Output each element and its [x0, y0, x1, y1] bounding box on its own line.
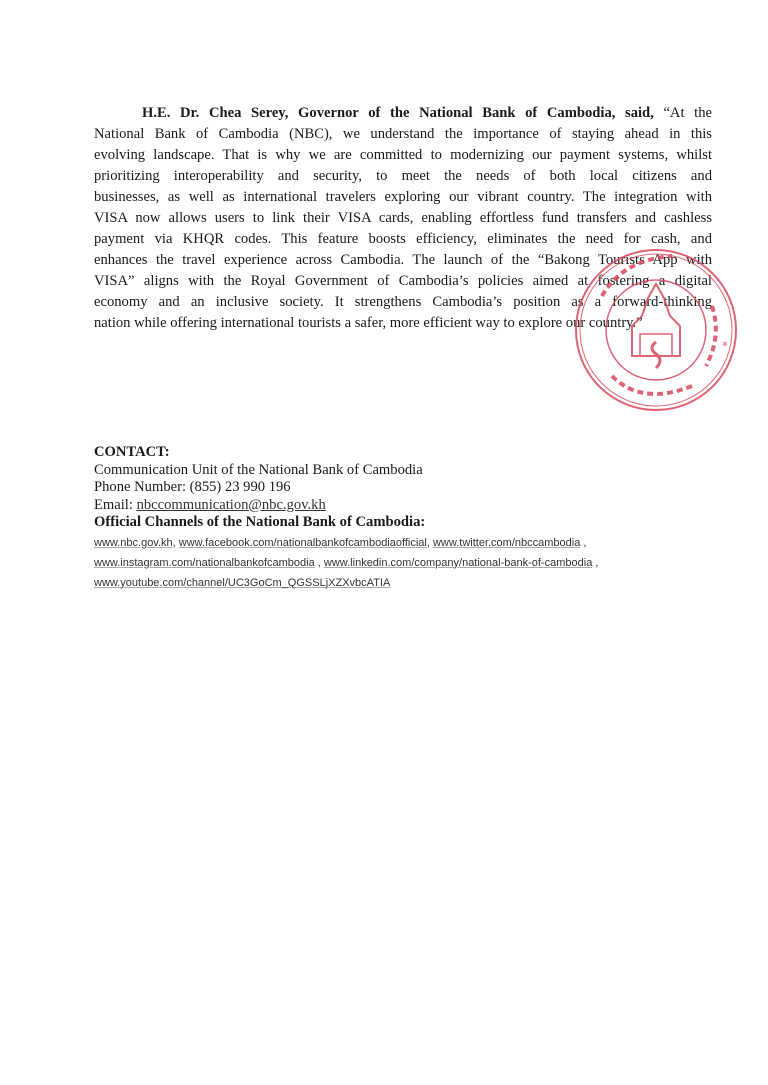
- link-youtube[interactable]: www.youtube.com/channel/UC3GoCm_QGSSLjXZXvbcATIA: [94, 576, 391, 589]
- official-seal-icon: [572, 246, 740, 414]
- statement-line: [94, 103, 712, 124]
- channels-heading: Official Channels of the National Bank of Cambodia:: [94, 514, 426, 530]
- quote-start: “At the: [663, 105, 712, 121]
- contact-section: [94, 444, 598, 593]
- statement-line: evolving landscape. That is why we are committed to modernizing our payment systems, whilst: [94, 147, 712, 163]
- contact-heading: CONTACT:: [94, 444, 170, 460]
- contact-email-row: [94, 497, 598, 515]
- channel-links: www.nbc.gov.kh, www.facebook.com/nationalbankofcambodiaofficial, www.twitter.com/nbccambodia , www.instagram.com/nationalbankofcambodia , www.linkedin.com/company/national-bank-of-cambodia , www.youtube.com/channel/UC3GoCm_QGSSLjXZXvbcATIA: [94, 536, 599, 589]
- statement-line: nation while offering international tourists a safer, more efficient way to explore our country.”: [94, 315, 643, 331]
- statement-line: prioritizing interoperability and security, to meet the needs of both local citizens and: [94, 168, 712, 184]
- statement-line: businesses, as well as international travelers exploring our vibrant country. The integration with: [94, 189, 712, 205]
- link-twitter[interactable]: www.twitter.com/nbccambodia: [432, 536, 581, 549]
- contact-unit: Communication Unit of the National Bank of Cambodia: [94, 461, 423, 478]
- statement-line: economy and an inclusive society. It strengthens Cambodia’s position as a forward-thinking: [94, 294, 712, 310]
- link-linkedin[interactable]: www.linkedin.com/company/national-bank-of-cambodia: [323, 556, 593, 569]
- statement-line: payment via KHQR codes. This feature boosts efficiency, eliminates the need for cash, and: [94, 231, 712, 247]
- link-website[interactable]: www.nbc.gov.kh: [94, 536, 173, 549]
- speaker: H.E. Dr. Chea Serey, Governor of the National Bank of Cambodia, said,: [142, 105, 654, 121]
- link-facebook[interactable]: www.facebook.com/nationalbankofcambodiaofficial: [178, 536, 427, 549]
- email-label: Email:: [94, 496, 137, 513]
- link-instagram[interactable]: www.instagram.com/nationalbankofcambodia: [94, 556, 315, 569]
- statement-line: VISA now allows users to link their VISA cards, enabling effortless fund transfers and cashless: [94, 210, 712, 226]
- statement-line: National Bank of Cambodia (NBC), we understand the importance of staying ahead in this: [94, 126, 712, 142]
- email-link[interactable]: nbccommunication@nbc.gov.kh: [136, 496, 326, 513]
- statement-line: VISA” aligns with the Royal Government of Cambodia’s policies aimed at fostering a digital: [94, 273, 712, 289]
- statement-line: enhances the travel experience across Cambodia. The launch of the “Bakong Tourists App with: [94, 252, 712, 268]
- svg-text:*: *: [722, 339, 728, 353]
- contact-phone: Phone Number: (855) 23 990 196: [94, 479, 291, 495]
